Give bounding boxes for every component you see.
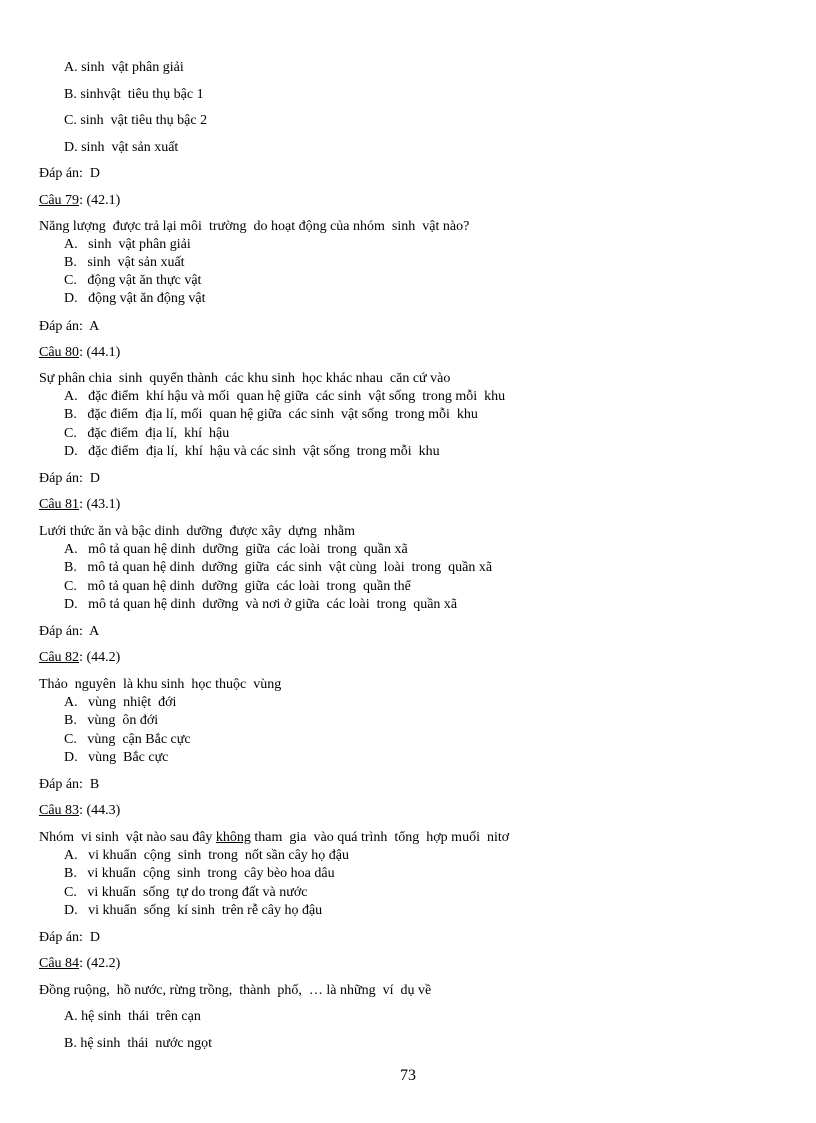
question-82-ref: : (44.2) — [79, 650, 121, 665]
question-83-option-b: B. vi khuẩn cộng sinh trong cây bèo hoa dâu — [64, 866, 335, 881]
question-84-text: Đồng ruộng, hồ nước, rừng trồng, thành phố, … là những ví dụ về — [39, 983, 432, 998]
question-81-label: Câu 81 — [39, 497, 80, 512]
question-79-text: Năng lượng được trả lại môi trường do hoạt động của nhóm sinh vật nào? — [39, 219, 470, 234]
question-82-label: Câu 82 — [39, 650, 80, 665]
question-80-ref: : (44.1) — [79, 345, 121, 360]
question-83-answer: Đáp án: D — [39, 930, 101, 945]
page-number: 73 — [400, 1067, 416, 1084]
question-83-text-start: Nhóm vi sinh vật nào sau đây — [39, 830, 216, 845]
question-84-heading — [39, 956, 120, 972]
question-81-option-a: A. mô tả quan hệ dinh dưỡng giữa các loài trong quần xã — [64, 542, 408, 557]
question-82-option-d: D. vùng Bắc cực — [64, 750, 169, 765]
question-83-text-end: tham gia vào quá trình tổng hợp muối nitơ — [250, 830, 510, 845]
question-80-label: Câu 80 — [39, 345, 80, 360]
question-79-option-a: A. sinh vật phân giải — [64, 237, 191, 252]
question-80-option-b: B. đặc điểm địa lí, mối quan hệ giữa các sinh vật sống trong mỗi khu — [64, 407, 478, 422]
question-83-emphasis: không — [215, 830, 251, 845]
option-a: A. sinh vật phân giải — [64, 60, 184, 75]
option-b: B. sinhvật tiêu thụ bậc 1 — [64, 87, 204, 102]
question-81-ref: : (43.1) — [79, 497, 121, 512]
question-82-heading — [39, 650, 120, 666]
question-79-ref: : (42.1) — [79, 193, 121, 208]
question-81-option-d: D. mô tả quan hệ dinh dưỡng và nơi ở giữa các loài trong quần xã — [64, 597, 458, 612]
question-82-option-a: A. vùng nhiệt đới — [64, 695, 177, 710]
question-80-option-c: C. đặc điểm địa lí, khí hậu — [64, 426, 230, 441]
question-82-option-c: C. vùng cận Bắc cực — [64, 732, 191, 747]
question-79-option-d: D. động vật ăn động vật — [64, 291, 206, 306]
question-84-option-b: B. hệ sinh thái nước ngọt — [64, 1036, 212, 1051]
option-c: C. sinh vật tiêu thụ bậc 2 — [64, 113, 208, 128]
question-79-label: Câu 79 — [39, 193, 80, 208]
question-83-text — [39, 830, 509, 846]
question-82-text: Thảo nguyên là khu sinh học thuộc vùng — [39, 677, 282, 692]
question-79-option-b: B. sinh vật sản xuất — [64, 255, 185, 270]
question-83-option-a: A. vi khuẩn cộng sinh trong nốt sần cây họ đậu — [64, 848, 350, 863]
question-81-option-b: B. mô tả quan hệ dinh dưỡng giữa các sinh vật cùng loài trong quần xã — [64, 560, 493, 575]
question-80-heading — [39, 345, 120, 361]
question-83-heading — [39, 803, 120, 819]
question-80-text: Sự phân chia sinh quyển thành các khu sinh học khác nhau căn cứ vào — [39, 371, 451, 386]
question-80-option-a: A. đặc điểm khí hậu và mối quan hệ giữa các sinh vật sống trong mỗi khu — [64, 389, 506, 404]
question-79-heading — [39, 193, 120, 209]
question-80-answer: Đáp án: D — [39, 471, 101, 486]
question-79-answer: Đáp án: A — [39, 319, 100, 334]
question-83-option-c: C. vi khuẩn sống tự do trong đất và nước — [64, 885, 308, 900]
question-84-option-a: A. hệ sinh thái trên cạn — [64, 1009, 201, 1024]
option-d: D. sinh vật sản xuất — [64, 140, 179, 155]
question-81-answer: Đáp án: A — [39, 624, 100, 639]
question-84-label: Câu 84 — [39, 956, 80, 971]
question-81-heading — [39, 497, 120, 513]
question-81-option-c: C. mô tả quan hệ dinh dưỡng giữa các loài trong quần thể — [64, 579, 411, 594]
question-84-ref: : (42.2) — [79, 956, 121, 971]
question-82-answer: Đáp án: B — [39, 777, 100, 792]
question-80-option-d: D. đặc điểm địa lí, khí hậu và các sinh vật sống trong mỗi khu — [64, 444, 440, 459]
question-83-ref: : (44.3) — [79, 803, 121, 818]
question-82-option-b: B. vùng ôn đới — [64, 713, 159, 728]
question-81-text: Lưới thức ăn và bậc dinh dưỡng được xây dựng nhằm — [39, 524, 355, 539]
question-83-label: Câu 83 — [39, 803, 80, 818]
answer-line: Đáp án: D — [39, 166, 101, 181]
question-79-option-c: C. động vật ăn thực vật — [64, 273, 202, 288]
question-83-option-d: D. vi khuẩn sống kí sinh trên rễ cây họ đậu — [64, 903, 323, 918]
